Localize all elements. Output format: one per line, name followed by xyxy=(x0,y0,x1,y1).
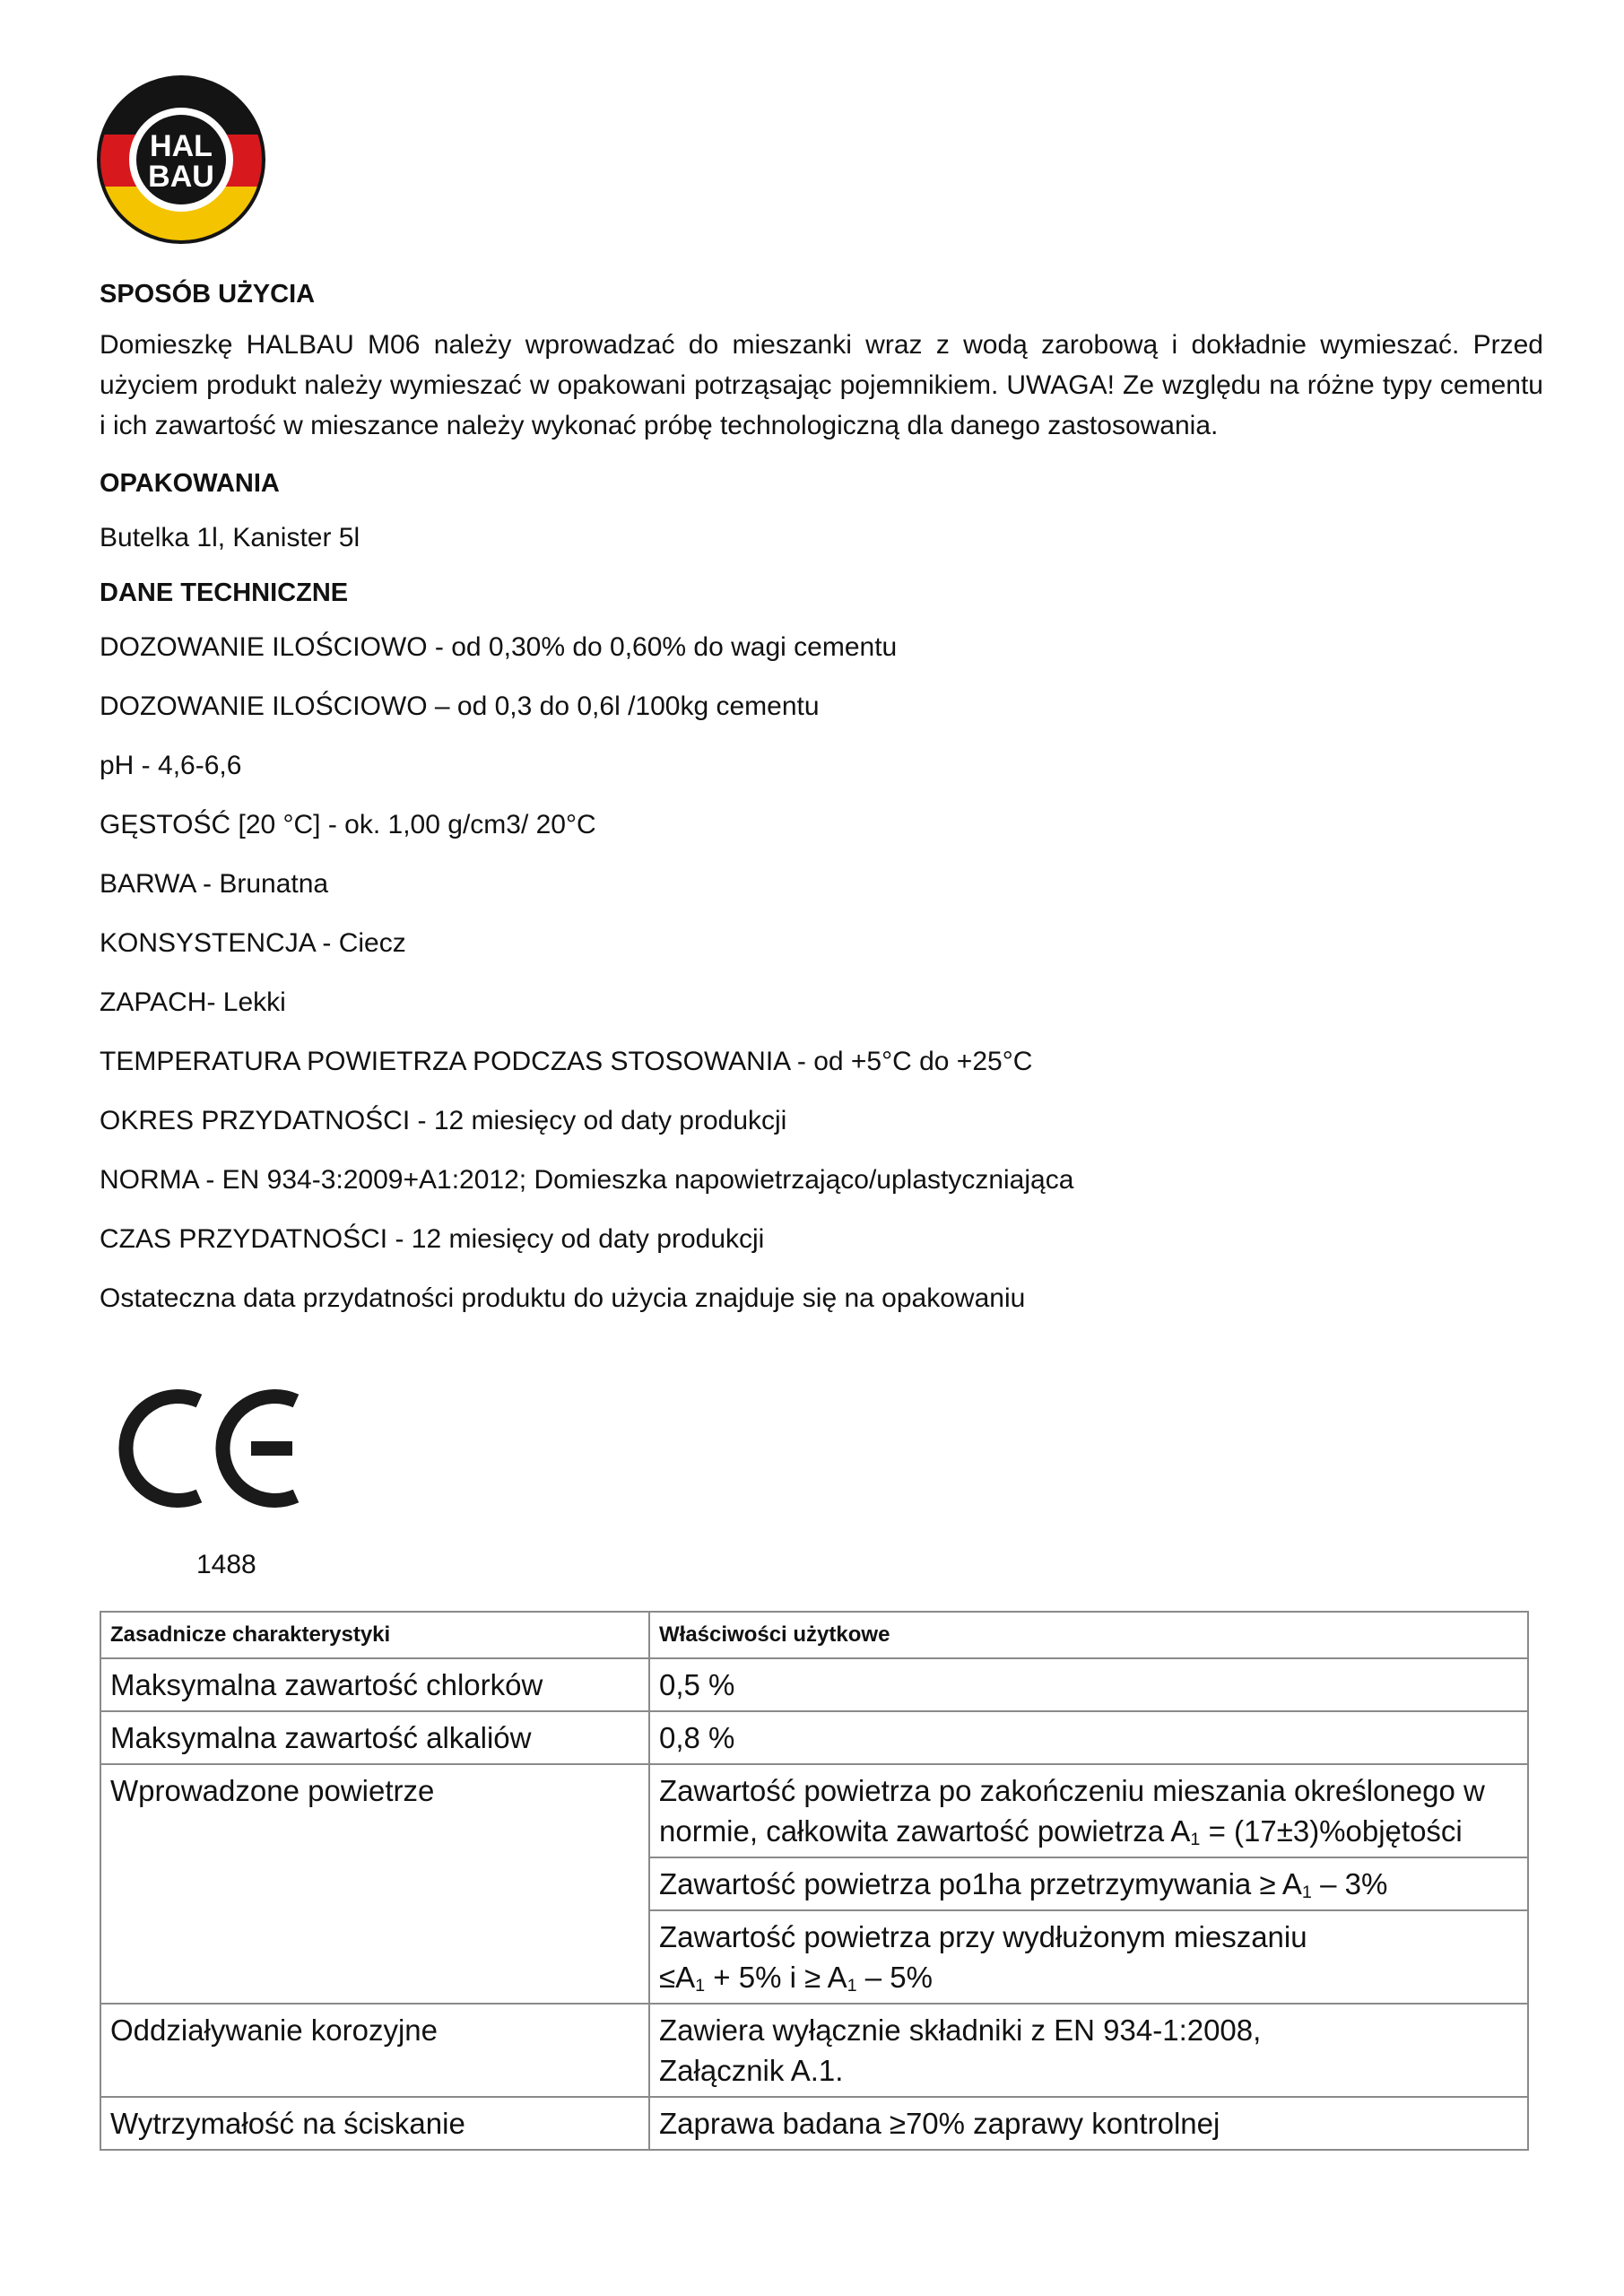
table-row xyxy=(100,2004,1528,2097)
air-after-mixing-text: Zawartość powietrza po zakończeniu mieszania określonego w normie, całkowita zawartość powietrza A xyxy=(659,1774,1485,1848)
spec-shelf-life: OKRES PRZYDATNOŚCI - 12 miesięcy od daty produkcji xyxy=(100,1106,787,1135)
usage-heading: SPOSÓB UŻYCIA xyxy=(100,280,316,309)
air-after-holding-text: Zawartość powietrza po1ha przetrzymywania ≥ A xyxy=(659,1867,1302,1900)
table-row xyxy=(100,1764,1528,1857)
cell-compressive-strength-value: Zaprawa badana ≥70% zaprawy kontrolnej xyxy=(649,2097,1528,2150)
spec-norm: NORMA - EN 934-3:2009+A1:2012; Domieszka napowietrzająco/uplastyczniająca xyxy=(100,1165,1074,1195)
tech-data-heading: DANE TECHNICZNE xyxy=(100,578,349,607)
properties-table xyxy=(100,1611,1529,2151)
cell-compressive-strength: Wytrzymałość na ściskanie xyxy=(100,2097,649,2150)
ce-notified-body-number: 1488 xyxy=(196,1550,256,1579)
subscript-1: 1 xyxy=(1190,1830,1201,1849)
air-after-mixing-value: = (17±3)%objętości xyxy=(1200,1814,1463,1848)
spec-density: GĘSTOŚĆ [20 °C] - ok. 1,00 g/cm3/ 20°C xyxy=(100,810,596,839)
table-row xyxy=(100,1658,1528,1711)
ce-mark-icon xyxy=(117,1381,314,1516)
air-extended-pre: ≤A xyxy=(659,1961,696,1994)
air-extended-mixing-line1: Zawartość powietrza przy wydłużonym mieszaniu xyxy=(659,1920,1307,1953)
cell-air-after-holding xyxy=(649,1857,1528,1910)
spec-dosage-percent: DOZOWANIE ILOŚCIOWO - od 0,30% do 0,60% do wagi cementu xyxy=(100,632,898,662)
spec-color: BARWA - Brunatna xyxy=(100,869,329,899)
header-characteristics: Zasadnicze charakterystyki xyxy=(100,1612,649,1658)
spec-ph: pH - 4,6-6,6 xyxy=(100,751,242,780)
usage-paragraph: Domieszkę HALBAU M06 należy wprowadzać do mieszanki wraz z wodą zarobową i dokładnie wymieszać. Przed użyciem produkt należy wymieszać w opakowani potrząsając pojemnikiem. UWAGA! Ze względu na różne typy cementu i ich zawartość w mieszance należy wykonać próbę technologiczną dla danego zastosowania. xyxy=(100,330,1543,440)
subscript-1: 1 xyxy=(1301,1883,1312,1902)
cell-chlorides-value: 0,5 % xyxy=(649,1658,1528,1711)
spec-usage-time: CZAS PRZYDATNOŚCI - 12 miesięcy od daty produkcji xyxy=(100,1224,765,1254)
main-content xyxy=(100,269,1543,1328)
spec-dosage-volume: DOZOWANIE ILOŚCIOWO – od 0,3 do 0,6l /100kg cementu xyxy=(100,691,820,721)
cell-corrosion: Oddziaływanie korozyjne xyxy=(100,2004,649,2097)
table-header-row xyxy=(100,1612,1528,1658)
cell-corrosion-value xyxy=(649,2004,1528,2097)
spec-odor: ZAPACH- Lekki xyxy=(100,987,286,1017)
packaging-heading: OPAKOWANIA xyxy=(100,469,280,498)
logo-text-line2: BAU xyxy=(148,160,214,194)
packaging-text: Butelka 1l, Kanister 5l xyxy=(100,523,360,552)
cell-air-extended-mixing xyxy=(649,1910,1528,2004)
subscript-1: 1 xyxy=(695,1976,706,1996)
logo-text-line1: HAL xyxy=(150,129,213,163)
cell-entrained-air: Wprowadzone powietrze xyxy=(100,1764,649,2004)
spec-consistency: KONSYSTENCJA - Ciecz xyxy=(100,928,406,958)
air-extended-post: – 5% xyxy=(856,1961,933,1994)
cell-air-after-mixing xyxy=(649,1764,1528,1857)
cell-alkali: Maksymalna zawartość alkaliów xyxy=(100,1711,649,1764)
tech-data-list xyxy=(100,618,1543,1328)
spec-temperature: TEMPERATURA POWIETRZA PODCZAS STOSOWANIA - od +5°C do +25°C xyxy=(100,1047,1033,1076)
cell-alkali-value: 0,8 % xyxy=(649,1711,1528,1764)
cell-chlorides: Maksymalna zawartość chlorków xyxy=(100,1658,649,1711)
corrosion-line2: Załącznik A.1. xyxy=(659,2054,844,2087)
air-after-holding-value: – 3% xyxy=(1311,1867,1388,1900)
spec-expiry-note: Ostateczna data przydatności produktu do użycia znajduje się na opakowaniu xyxy=(100,1283,1026,1313)
corrosion-line1: Zawiera wyłącznie składniki z EN 934-1:2008, xyxy=(659,2013,1262,2047)
subscript-1: 1 xyxy=(847,1976,857,1996)
halbau-logo xyxy=(97,75,265,244)
air-extended-mid: + 5% i ≥ A xyxy=(705,1961,847,1994)
table-row xyxy=(100,1711,1528,1764)
table-row xyxy=(100,2097,1528,2150)
header-properties: Właściwości użytkowe xyxy=(649,1612,1528,1658)
